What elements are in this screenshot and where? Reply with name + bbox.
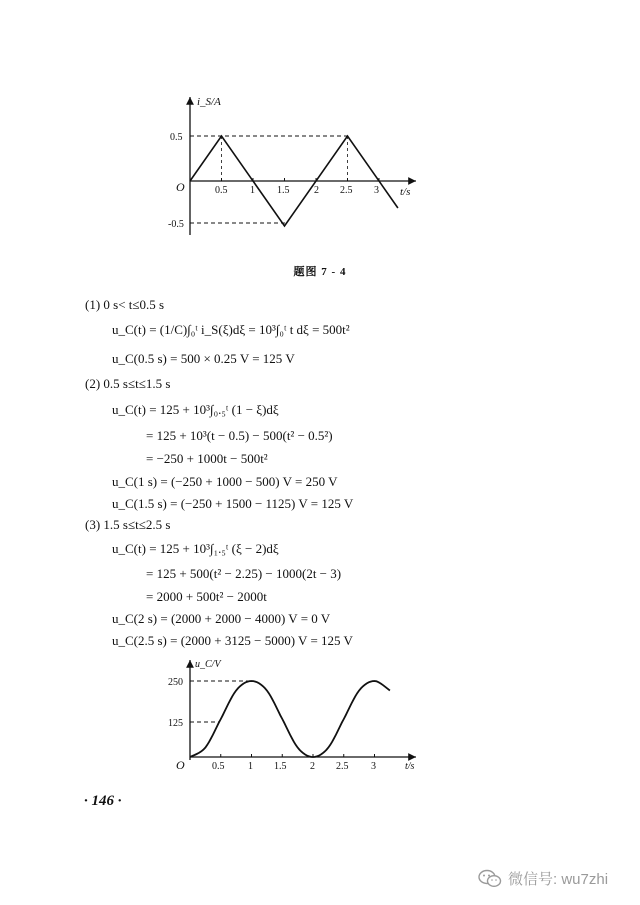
x-tick-label: 1 [250, 185, 255, 196]
part2-equation: u_C(t) = 125 + 10³∫₀.₅ᵗ (1 − ξ)dξ [112, 402, 279, 417]
part3-equation: u_C(2 s) = (2000 + 2000 − 4000) V = 0 V [112, 611, 331, 626]
y-tick-label: -0.5 [168, 219, 184, 230]
part3-equation: = 2000 + 500t² − 2000t [146, 589, 267, 604]
y-tick-label: 250 [168, 677, 183, 688]
wechat-logo-icon [478, 869, 502, 889]
x-tick-label: 2 [310, 761, 315, 772]
part3-equation: u_C(t) = 125 + 10³∫₁.₅ᵗ (ξ − 2)dξ [112, 541, 279, 556]
x-tick-label: 3 [371, 761, 376, 772]
y-tick-label: 0.5 [170, 132, 183, 143]
x-tick-marks [222, 136, 380, 181]
part2-equation: u_C(1.5 s) = (−250 + 1500 − 1125) V = 125 V [112, 496, 354, 511]
voltage-waveform-figure [0, 655, 640, 785]
watermark [478, 868, 608, 889]
part2-equation: u_C(1 s) = (−250 + 1000 − 500) V = 250 V [112, 474, 338, 489]
part2-header: (2) 0.5 s≤t≤1.5 s [85, 376, 171, 391]
origin-label: O [176, 180, 185, 194]
x-axis-label: t/s [400, 186, 411, 198]
x-tick-label: 0.5 [215, 185, 228, 196]
x-axis-label: t/s [405, 761, 415, 772]
part1-equation: u_C(t) = (1/C)∫₀ᵗ i_S(ξ)dξ = 10³∫₀ᵗ t dξ = 500t² [112, 322, 350, 337]
page-number: · 146 · [84, 793, 122, 809]
watermark-text: 微信号: wu7zhi [508, 871, 609, 888]
x-tick-label: 1.5 [277, 185, 290, 196]
part3-equation: = 125 + 500(t² − 2.25) − 1000(2t − 3) [146, 566, 342, 581]
part3-equation: u_C(2.5 s) = (2000 + 3125 − 5000) V = 125 V [112, 633, 353, 648]
x-tick-label: 0.5 [212, 761, 225, 772]
voltage-series-line [190, 681, 390, 757]
x-tick-label: 2 [314, 185, 319, 196]
figure-caption: 题图 7 - 4 [293, 266, 347, 278]
y-tick-label: 125 [168, 718, 183, 729]
x-tick-label: 2.5 [340, 185, 353, 196]
x-tick-label: 1 [248, 761, 253, 772]
part2-equation: = −250 + 1000t − 500t² [146, 451, 268, 466]
y-axis-label: i_S/A [197, 96, 221, 108]
x-tick-label: 3 [374, 185, 379, 196]
x-tick-label: 2.5 [336, 761, 349, 772]
current-waveform-figure [0, 0, 640, 260]
origin-label: O [176, 758, 185, 772]
part2-equation: = 125 + 10³(t − 0.5) − 500(t² − 0.5²) [146, 428, 333, 443]
part1-equation: u_C(0.5 s) = 500 × 0.25 V = 125 V [112, 351, 295, 366]
x-tick-label: 1.5 [274, 761, 287, 772]
y-axis-label: u_C/V [195, 659, 221, 670]
part3-header: (3) 1.5 s≤t≤2.5 s [85, 517, 171, 532]
part1-header: (1) 0 s< t≤0.5 s [85, 297, 165, 312]
